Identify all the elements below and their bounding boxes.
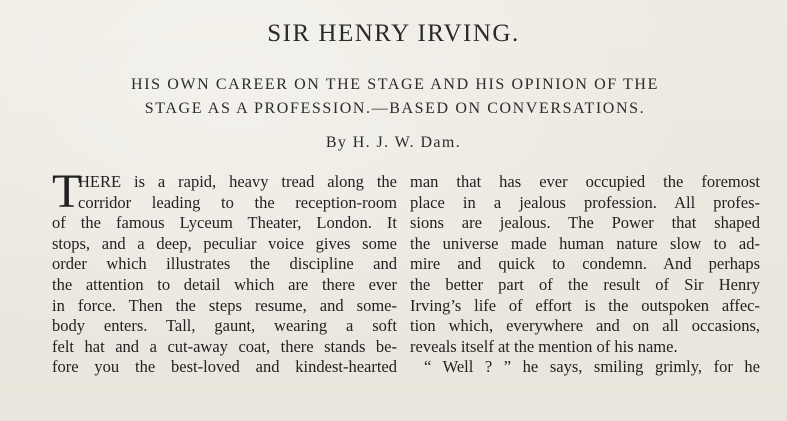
text-line: fore you the best-loved and kindest-hearted: [52, 357, 397, 377]
article-title: SIR HENRY IRVING.: [267, 20, 520, 47]
text-line: of the famous Lyceum Theater, London. It: [52, 213, 397, 233]
text-line: HERE is a rapid, heavy tread along the: [78, 172, 397, 191]
text-line: in force. Then the steps resume, and some-: [52, 295, 397, 315]
text-line: man that has ever occupied the foremost: [410, 172, 760, 191]
text-line: the attention to detail which are there ever: [52, 274, 397, 294]
text-line: body enters. Tall, gaunt, wearing a soft: [52, 316, 397, 336]
text-line: mire and quick to condemn. And perhaps: [410, 254, 760, 274]
subtitle-line: STAGE AS A PROFESSION.—BASED ON CONVERSATIONS.: [144, 100, 646, 117]
text-line: “ Well ? ” he says, smiling grimly, for he: [424, 357, 760, 377]
byline: By H. J. W. Dam.: [325, 134, 462, 151]
left-column: [52, 165, 397, 378]
text-line: felt hat and a cut-away coat, there stands be-: [52, 336, 397, 356]
drop-cap: T: [52, 165, 82, 218]
article-subtitle: [20, 73, 770, 121]
text-line: tion which, everywhere and on all occasions,: [410, 316, 760, 336]
right-column: [410, 172, 760, 378]
text-line: reveals itself at the mention of his name.: [410, 336, 678, 356]
text-line: corridor leading to the reception-room: [78, 192, 397, 212]
text-line: place in a jealous profession. All profes-: [410, 192, 760, 212]
text-line: stops, and a deep, peculiar voice gives some: [52, 233, 397, 253]
text-line: sions are jealous. The Power that shaped: [410, 213, 760, 233]
text-line: the universe made human nature slow to ad-: [410, 233, 760, 253]
subtitle-line: HIS OWN CAREER ON THE STAGE AND HIS OPINION OF THE: [131, 76, 659, 93]
text-line: order which illustrates the discipline and: [52, 254, 397, 274]
text-line: the better part of the result of Sir Henry: [410, 274, 760, 294]
text-line: Irving’s life of effort is the outspoken affec-: [410, 295, 760, 315]
